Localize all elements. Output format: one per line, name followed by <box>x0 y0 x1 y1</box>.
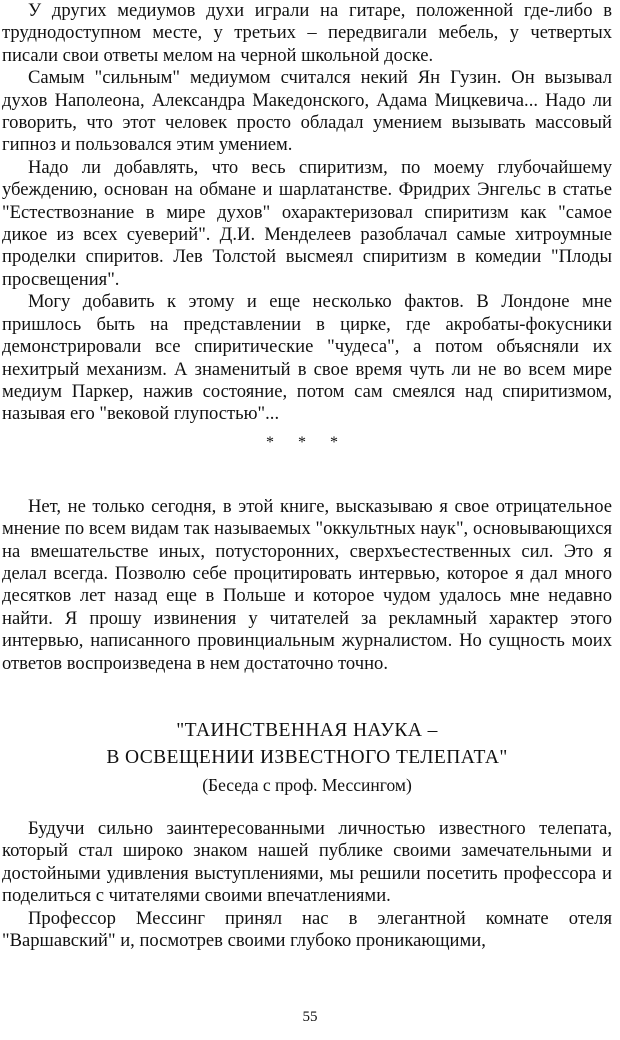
paragraph: Могу добавить к этому и еще несколько фактов. В Лондоне мне пришлось быть на представлении в цирке, где акробаты-фокусники демонстрировали все спиритические "чудеса", а потом объясняли их нехитрый механизм. А знаменитый в свое время чуть ли не во всем мире медиум Паркер, нажив состояние, потом сам смеялся над спиритизмом, называя его "вековой глупостью"... <box>2 291 612 425</box>
paragraph: Надо ли добавлять, что весь спиритизм, по моему глубочайшему убеждению, основан на обмане и шарлатанстве. Фридрих Энгельс в статье "Естествознание в мире духов" охарактеризовал спиритизм как "самое дикое из всех суеверий". Д.И. Менделеев разоблачал самые хитроумные проделки спиритов. Лев Толстой высмеял спиритизм в комедии "Плоды просвещения". <box>2 156 612 290</box>
interview-heading <box>2 717 612 798</box>
paragraph: Будучи сильно заинтересованными личностью известного телепата, который стал широко знаком нашей публике своими замечательными и достойными удивления выступлениями, мы решили посетить профессора и поделиться с читателями своими впечатлениями. <box>2 817 612 907</box>
heading-line-2: В ОСВЕЩЕНИИ ИЗВЕСТНОГО ТЕЛЕПАТА" <box>106 746 508 768</box>
text-block-spiritism <box>2 0 612 426</box>
heading-subtitle: (Беседа с проф. Мессингом) <box>202 774 412 795</box>
paragraph: Нет, не только сегодня, в этой книге, высказываю я свое отрицательное мнение по всем видам так называемых "оккультных наук", основывающихся на вмешательстве иных, потусторонних, сверхъестественных сил. Это я делал всегда. Позволю себе процитировать интервью, которое я дал много десятков лет назад еще в Польше и которое чудом удалось мне недавно найти. Я прошу извинения у читателей за рекламный характер этого интервью, написанного провинциальным журналистом. Но сущность моих ответов воспроизведена в нем достаточно точно. <box>2 495 612 674</box>
heading-line-1: "ТАИНСТВЕННАЯ НАУКА – <box>176 719 438 741</box>
paragraph: У других медиумов духи играли на гитаре, положенной где-либо в труднодоступном месте, у третьих – передвигали мебель, у четвертых писали свои ответы мелом на черной школьной доске. <box>2 0 612 66</box>
section-separator: * * * <box>266 433 348 451</box>
text-block-occult <box>2 496 612 675</box>
text-block-interview <box>2 818 612 952</box>
paragraph: Самым "сильным" медиумом считался некий Ян Гузин. Он вызывал духов Наполеона, Александра Македонского, Адама Мицкевича... Надо ли говорить, что этот человек просто обладал умением вызывать массовый гипноз и пользовался этим умением. <box>2 67 612 156</box>
page-number: 55 <box>302 1009 318 1025</box>
paragraph: Профессор Мессинг принял нас в элегантной комнате отеля "Варшавский" и, посмотрев своими глубоко проникающими, <box>2 907 612 951</box>
